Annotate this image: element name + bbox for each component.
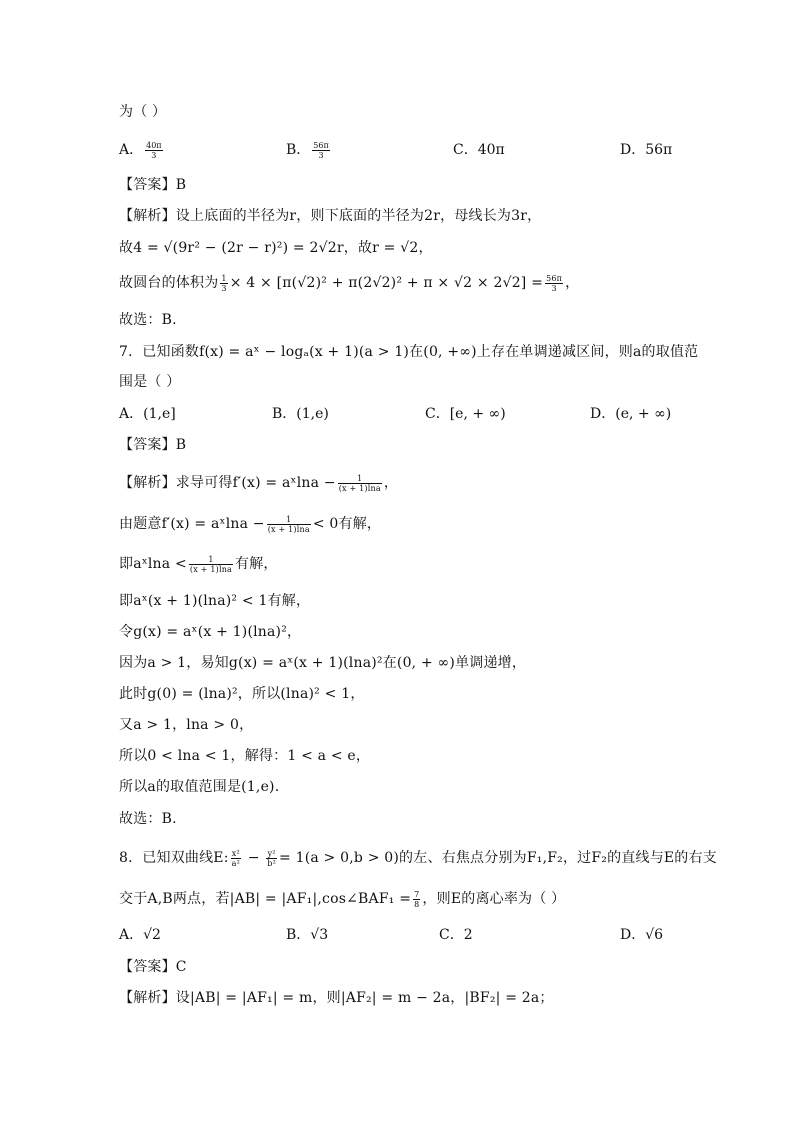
q8-stem-line-2: 交于A,B两点，若|AB| = |AF₁|,cos∠BAF₁ = $\frac{7}{8}$ ，则E的离心率为（ ）	[119, 889, 566, 909]
q6-analysis-line-2: 故4 = √(9r² − (2r − r)²) = 2√2r，故r = √2，	[119, 240, 433, 256]
q6-option-b[interactable]: B． $\frac{56\pi}{3}$	[286, 140, 329, 160]
fraction-derivative: $\frac{1}{(x + 1)\ln a}$	[338, 473, 381, 493]
q8-option-b[interactable]: B．√3	[286, 927, 329, 943]
q7-conclusion: 故选：B.	[119, 811, 177, 827]
q6-analysis-line-3: 故圆台的体积为 $\frac{1}{3}$ × 4 × [π(√2)² + π(2√2)² + π × √2 × 2√2] = $\frac{56\pi}{3}$ ，	[119, 273, 580, 293]
q7-analysis-line-2: 由题意f′(x) = aˣlna − $\frac{1}{(x + 1)\ln a}$ < 0有解，	[119, 514, 382, 534]
q8-option-c[interactable]: C．2	[439, 927, 473, 943]
q7-analysis-line-5: 令g(x) = aˣ(x + 1)(lna)²，	[119, 624, 302, 640]
q7-option-d[interactable]: D．(e, + ∞)	[590, 406, 672, 422]
q7-analysis-line-6: 因为a > 1，易知g(x) = aˣ(x + 1)(lna)²在(0, + ∞)单调递增，	[119, 655, 527, 671]
q6-option-a-fraction: $\frac{40\pi}{3}$	[146, 140, 162, 160]
fraction-result: $\frac{56\pi}{3}$	[546, 273, 563, 293]
fraction-inequality: $\frac{1}{(x + 1)\ln a}$	[189, 554, 233, 574]
q6-answer: 【答案】B	[119, 177, 187, 193]
q6-option-d[interactable]: D．56π	[620, 142, 673, 158]
q7-analysis-line-1: 【解析】求导可得f′(x) = aˣlna − $\frac{1}{(x + 1)\ln a}$ ，	[119, 473, 399, 493]
q6-stem-tail: 为（ ）	[119, 104, 167, 120]
q7-analysis-line-3: 即aˣlna < $\frac{1}{(x + 1)\ln a}$ 有解，	[119, 554, 278, 574]
q7-analysis-line-4: 即aˣ(x + 1)(lna)² < 1有解，	[119, 593, 311, 609]
q7-analysis-line-8: 又a > 1，lna > 0，	[119, 717, 254, 733]
q8-answer: 【答案】C	[119, 959, 187, 975]
q7-analysis-line-7: 此时g(0) = (lna)²，所以(lna)² < 1，	[119, 686, 365, 702]
q7-stem-line-2: 围是（ ）	[119, 374, 181, 390]
q6-conclusion: 故选：B.	[119, 312, 177, 328]
q7-stem-line-1: 7．已知函数f(x) = aˣ − logₐ(x + 1)(a > 1)在(0, +∞)上存在单调递减区间，则a的取值范	[119, 344, 699, 360]
fraction-y-squared: $\frac{\text{y²}}{\text{b²}}$	[267, 848, 277, 868]
fraction-derivative-2: $\frac{1}{(x + 1)\ln a}$	[267, 514, 310, 534]
q7-analysis-line-9: 所以0 < lna < 1，解得：1 < a < e，	[119, 748, 371, 764]
q8-analysis-line-1: 【解析】设|AB| = |AF₁| = m，则|AF₂| = m − 2a，|BF₂| = 2a；	[119, 990, 554, 1006]
q8-stem-line-1: 8．已知双曲线E: $\frac{\text{x²}}{\text{a²}}$ − $\frac{\text{y²}}{\text{b²}}$ = 1(a > 0,b > 0)的左、右焦点分别为F₁,F₂，过F₂的直线与E的右支	[119, 848, 717, 868]
q8-option-d[interactable]: D．√6	[620, 927, 664, 943]
q8-option-a[interactable]: A．√2	[119, 927, 161, 943]
q7-answer: 【答案】B	[119, 437, 187, 453]
q6-analysis-line-1: 【解析】设上底面的半径为r，则下底面的半径为2r，母线长为3r，	[119, 208, 542, 224]
q7-option-a[interactable]: A．(1,e]	[119, 406, 176, 422]
fraction-seven-eighths: $\frac{7}{8}$	[414, 889, 420, 909]
q7-analysis-line-10: 所以a的取值范围是(1,e).	[119, 779, 280, 795]
q7-option-c[interactable]: C．[e, + ∞)	[425, 406, 506, 422]
q7-option-b[interactable]: B．(1,e)	[272, 406, 329, 422]
fraction-x-squared: $\frac{\text{x²}}{\text{a²}}$	[231, 848, 241, 868]
fraction-one-third: $\frac{1}{3}$	[221, 273, 227, 293]
q6-option-a[interactable]: A． $\frac{40\pi}{3}$	[119, 140, 162, 160]
q6-option-b-fraction: $\frac{56\pi}{3}$	[313, 140, 329, 160]
q6-option-c[interactable]: C．40π	[453, 142, 505, 158]
